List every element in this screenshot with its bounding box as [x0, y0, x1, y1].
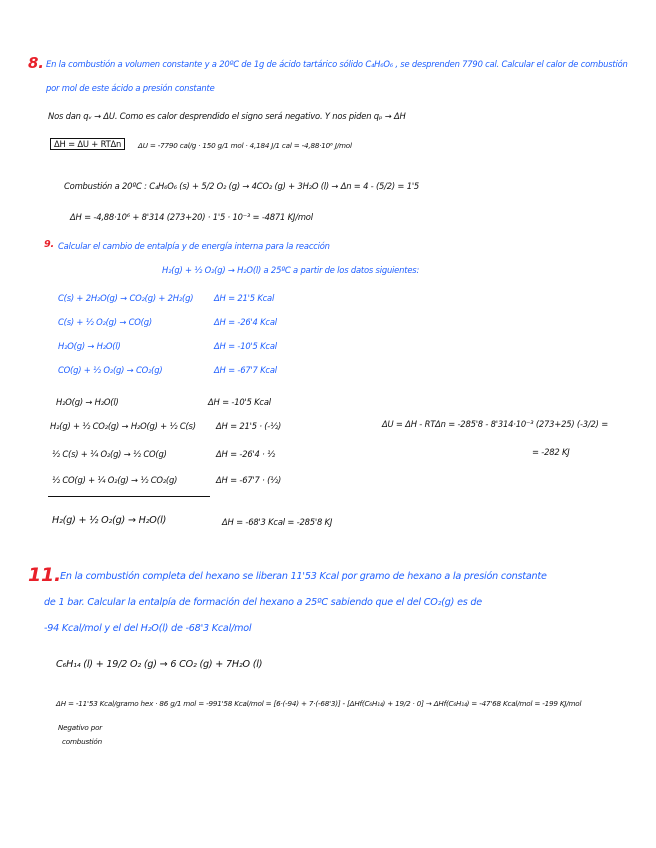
problem-11-reaction: C₆H₁₄ (l) + 19/2 O₂ (g) → 6 CO₂ (g) + 7H₂O (l): [56, 659, 263, 670]
problem-9-statement-line1: Calcular el cambio de entalpía y de energía interna para la reacción: [58, 241, 330, 251]
problem-9-work-rxn-4: ½ CO(g) + ¼ O₂(g) → ½ CO₂(g): [52, 475, 178, 485]
problem-9-data-rxn-2: C(s) + ½ O₂(g) → CO(g): [58, 317, 152, 327]
problem-9-data-rxn-1: C(s) + 2H₂O(g) → CO₂(g) + 2H₂(g): [58, 293, 194, 303]
problem-9-data-rxn-4: CO(g) + ½ O₂(g) → CO₂(g): [58, 365, 163, 375]
problem-9-du-line1: ΔU = ΔH - RTΔn = -285'8 - 8'314·10⁻³ (273+25) (-3/2) =: [382, 419, 609, 429]
problem-9-data-dh-4: ΔH = -67'7 Kcal: [214, 365, 277, 375]
problem-9-work-dh-4: ΔH = -67'7 · (½): [216, 475, 282, 485]
problem-9-work-rxn-1: H₂O(g) → H₂O(l): [56, 397, 119, 407]
problem-9-work-rxn-3: ½ C(s) + ¼ O₂(g) → ½ CO(g): [52, 449, 167, 459]
problem-9-data-dh-1: ΔH = 21'5 Kcal: [214, 293, 275, 303]
problem-8-statement-line2: por mol de este ácido a presión constante: [46, 83, 215, 93]
problem-9-sum-line: [48, 496, 210, 497]
problem-9-result-dh: ΔH = -68'3 Kcal = -285'8 KJ: [222, 517, 333, 527]
problem-9-work-dh-3: ΔH = -26'4 · ½: [216, 449, 275, 459]
problem-8-dh-calc: ΔH = -4,88·10⁶ + 8'314 (273+20) · 1'5 · 10⁻³ = -4871 KJ/mol: [70, 212, 313, 222]
problem-9-result-rxn: H₂(g) + ½ O₂(g) → H₂O(l): [52, 515, 167, 526]
problem-11-statement-line2: de 1 bar. Calcular la entalpía de formación del hexano a 25ºC sabiendo que el del CO₂(g) es de: [44, 597, 483, 608]
problem-8-number: 8.: [28, 54, 44, 72]
problem-9-data-dh-3: ΔH = -10'5 Kcal: [214, 341, 277, 351]
problem-9-data-rxn-3: H₂O(g) → H₂O(l): [58, 341, 121, 351]
problem-9-statement-line2: H₂(g) + ½ O₂(g) → H₂O(l) a 25ºC a partir de los datos siguientes:: [162, 265, 420, 275]
problem-9-number: 9.: [44, 239, 54, 250]
problem-8-statement-line1: En la combustión a volumen constante y a 20ºC de 1g de ácido tartárico sólido C₄H₆O₆ , se desprenden 7790 cal. Calcular el calor de combustión: [46, 59, 628, 69]
problem-11-number: 11.: [28, 564, 62, 586]
problem-9-work-rxn-2: H₂(g) + ½ CO₂(g) → H₂O(g) + ½ C(s): [50, 421, 196, 431]
problem-11-note-line2: combustión: [62, 737, 102, 746]
problem-11-statement-line3: -94 Kcal/mol y el del H₂O(l) de -68'3 Kcal/mol: [44, 623, 252, 634]
problem-11-statement-line1: En la combustión completa del hexano se liberan 11'53 Kcal por gramo de hexano a la presión constante: [60, 571, 547, 582]
problem-9-data-dh-2: ΔH = -26'4 Kcal: [214, 317, 277, 327]
problem-9-work-dh-2: ΔH = 21'5 · (-½): [216, 421, 282, 431]
problem-8-du-calc: ΔU = -7790 cal/g · 150 g/1 mol · 4,184 J/1 cal = -4,88·10⁶ J/mol: [138, 141, 352, 150]
problem-8-given: Nos dan qᵥ → ΔU. Como es calor desprendido el signo será negativo. Y nos piden qₚ → ΔH: [48, 111, 406, 121]
problem-11-note-line1: Negativo por: [58, 723, 103, 732]
problem-8-formula-box: ΔH = ΔU + RTΔn: [50, 138, 125, 150]
problem-9-du-line2: = -282 KJ: [532, 447, 570, 457]
problem-11-calc: ΔH = -11'53 Kcal/gramo hex · 86 g/1 mol = -991'58 Kcal/mol = [6·(-94) + 7·(-68'3)] - [ΔHf(C₆H₁₄) + 19/2 · 0] → ΔHf(C₆H₁₄) = -47'68 Kcal/mol = -199 KJ/mol: [56, 699, 582, 708]
problem-9-work-dh-1: ΔH = -10'5 Kcal: [208, 397, 271, 407]
problem-8-reaction: Combustión a 20ºC : C₄H₆O₆ (s) + 5/2 O₂ (g) → 4CO₂ (g) + 3H₂O (l) → Δn = 4 - (5/2) = 1'5: [64, 181, 420, 191]
